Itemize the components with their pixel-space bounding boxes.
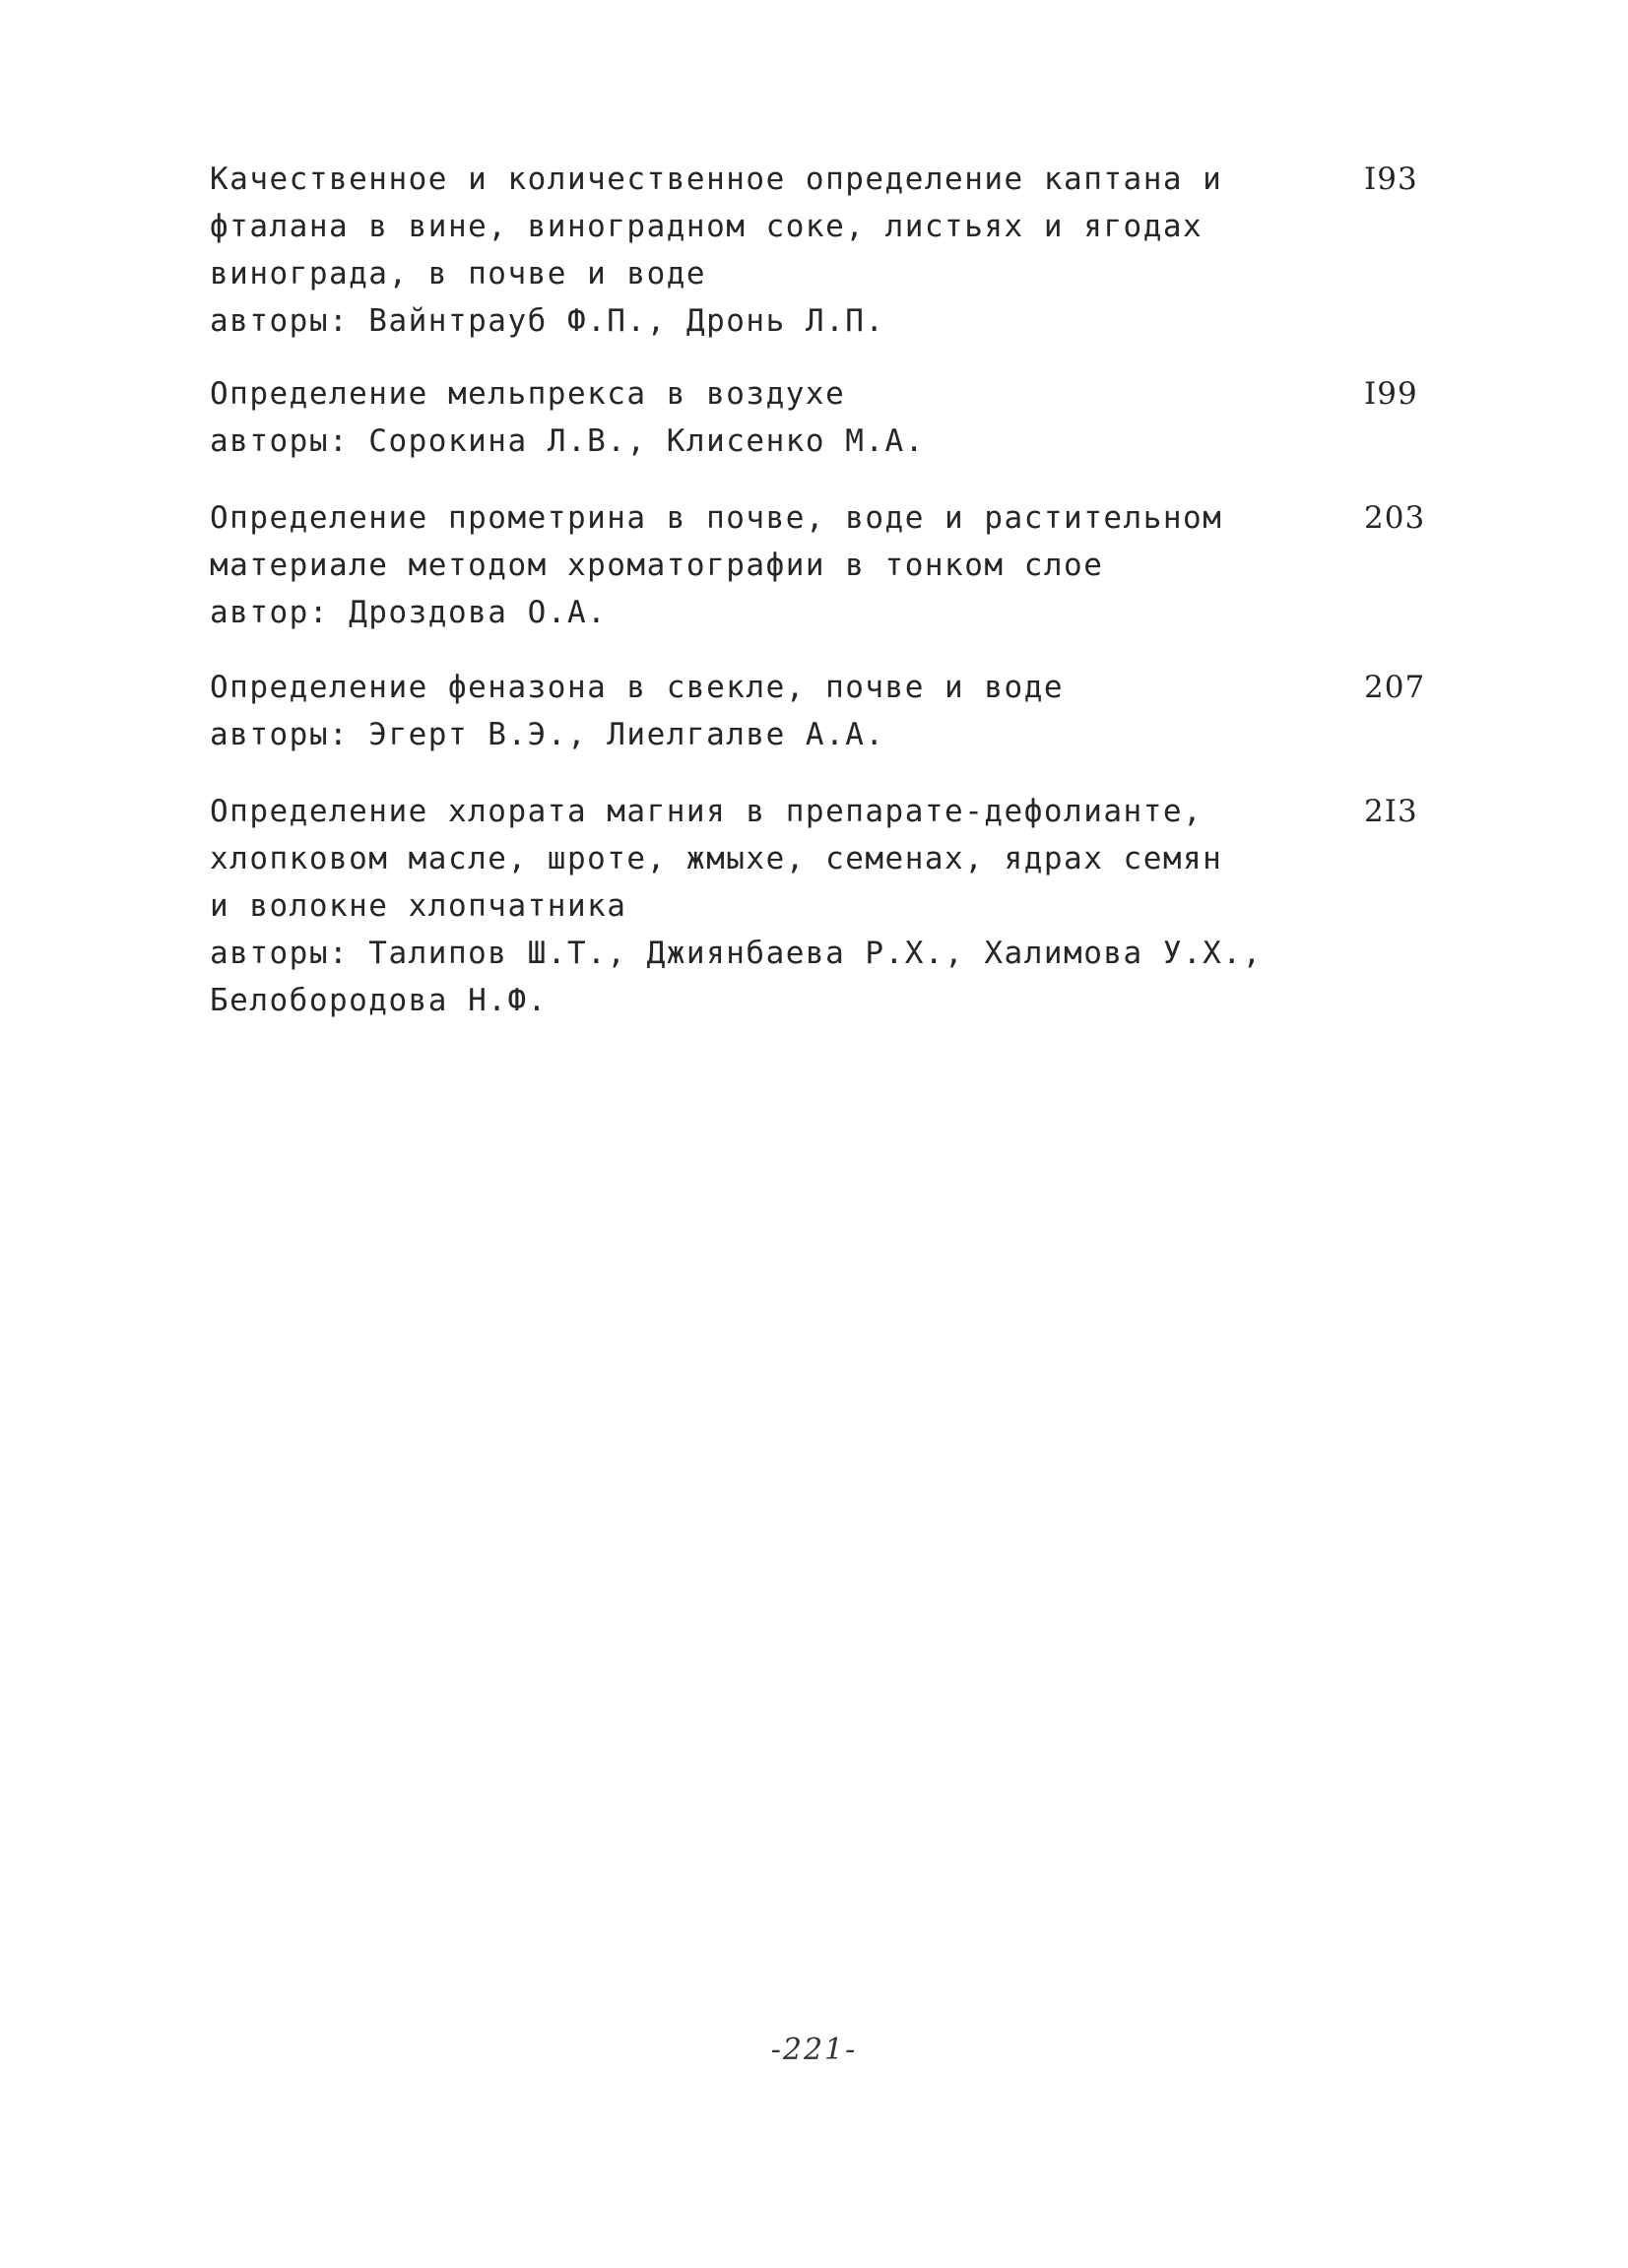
- entry-title-line: Качественное и количественное определение каптана и: [210, 162, 1223, 197]
- toc-entry: [210, 494, 1431, 636]
- entry-authors-line: Белобородова Н.Ф.: [210, 983, 548, 1018]
- entry-title-line: хлопковом масле, шроте, жмыхе, семенах, ядрах семян: [210, 841, 1223, 876]
- entry-page-number: I99: [1364, 376, 1418, 412]
- entry-title-line: Определение хлората магния в препарате-дефолианте,: [210, 794, 1204, 829]
- entry-text: [210, 370, 1214, 465]
- entry-authors-line: авторы: Сорокина Л.В., Клисенко М.А.: [210, 423, 925, 459]
- entry-title-line: и волокне хлопчатника: [210, 888, 627, 924]
- toc-entry: [210, 664, 1431, 758]
- entry-text: [210, 788, 1263, 1024]
- toc-entry: [210, 788, 1431, 1024]
- entry-page-number: I93: [1364, 162, 1418, 197]
- entry-authors-line: авторы: Талипов Ш.Т., Джиянбаева Р.Х., Халимова У.Х.,: [210, 936, 1263, 971]
- entry-page-number: 207: [1364, 670, 1426, 705]
- entry-page-number: 2I3: [1364, 794, 1418, 829]
- page-number-footer: -221-: [770, 2033, 858, 2067]
- entry-title-line: фталана в вине, виноградном соке, листьях и ягодах: [210, 209, 1204, 244]
- entry-page-number: 203: [1364, 500, 1426, 536]
- entry-title-line: Определение прометрина в почве, воде и растительном: [210, 500, 1223, 536]
- entry-title-line: винограда, в почве и воде: [210, 256, 707, 292]
- entry-text: [210, 664, 1214, 758]
- entry-authors-line: авторы: Вайнтрауб Ф.П., Дронь Л.П.: [210, 303, 885, 339]
- entry-text: [210, 156, 1223, 345]
- entry-title-line: Определение феназона в свекле, почве и воде: [210, 670, 1065, 705]
- entry-authors-line: автор: Дроздова О.А.: [210, 595, 608, 630]
- toc-entry: [210, 370, 1431, 465]
- toc-entry: [210, 156, 1431, 345]
- entry-authors-line: авторы: Эгерт В.Э., Лиелгалве А.А.: [210, 717, 885, 752]
- entry-title-line: Определение мельпрекса в воздухе: [210, 376, 846, 412]
- entry-title-line: материале методом хроматографии в тонком слое: [210, 548, 1104, 583]
- entry-text: [210, 494, 1223, 636]
